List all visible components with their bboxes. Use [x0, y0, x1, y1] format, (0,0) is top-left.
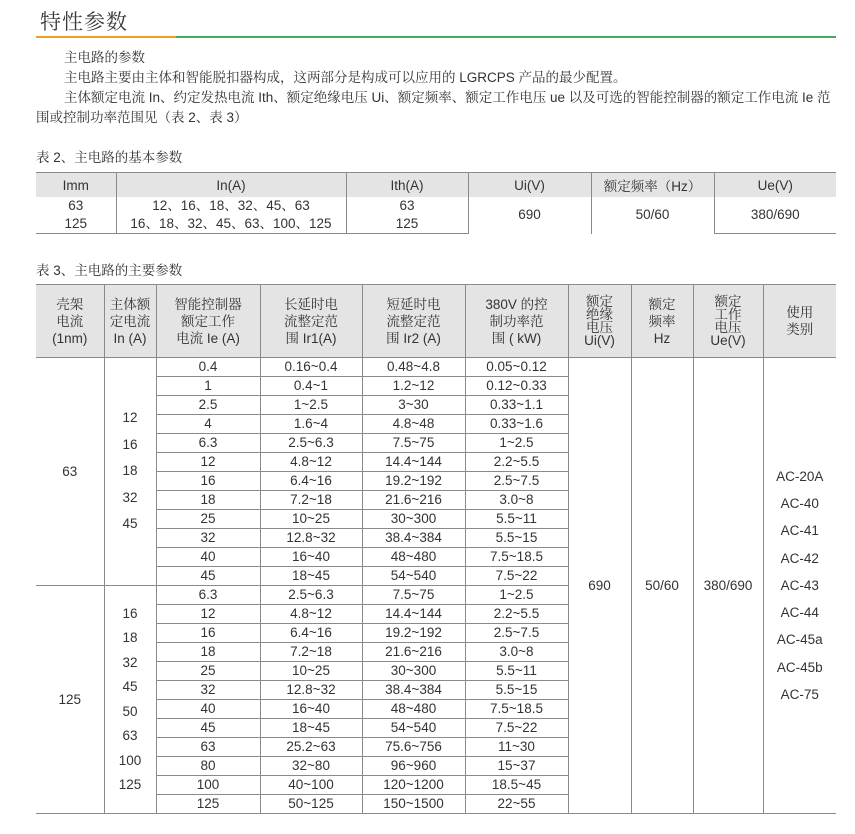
cell-power: 7.5~18.5 — [465, 548, 568, 567]
cell-ie: 16 — [156, 472, 260, 491]
cell-ir1: 7.2~18 — [260, 491, 362, 510]
basic-parameters-table — [36, 172, 836, 234]
cell-ie: 40 — [156, 700, 260, 719]
cell-power: 2.2~5.5 — [465, 605, 568, 624]
cell-ui: 690 — [568, 358, 631, 814]
cell-ie: 18 — [156, 643, 260, 662]
cell-ir2: 19.2~192 — [362, 624, 465, 643]
cell-ie: 125 — [156, 795, 260, 814]
cell-ir1: 4.8~12 — [260, 605, 362, 624]
cell-ir2: 54~540 — [362, 567, 465, 586]
header-insulation-voltage: 额定 绝缘 电压 Ui(V) — [568, 285, 631, 358]
cell-ith: 125 — [346, 215, 468, 234]
table-row — [36, 197, 836, 215]
cell-ir2: 7.5~75 — [362, 434, 465, 453]
table-header-row — [36, 173, 836, 198]
list-item: AC-75 — [780, 687, 819, 703]
header-operating-voltage: 额定 工作 电压 Ue(V) — [693, 285, 763, 358]
cell-power: 7.5~18.5 — [465, 700, 568, 719]
cell-ir1: 6.4~16 — [260, 472, 362, 491]
cell-ir2: 30~300 — [362, 662, 465, 681]
column-header: Ith(A) — [346, 173, 468, 198]
list-item: 12 — [122, 410, 138, 426]
cell-rated-current-63 — [104, 358, 156, 586]
cell-ir2: 4.8~48 — [362, 415, 465, 434]
list-item: AC-44 — [780, 605, 819, 621]
cell-ie: 32 — [156, 681, 260, 700]
cell-ir2: 21.6~216 — [362, 491, 465, 510]
cell-ie: 18 — [156, 491, 260, 510]
cell-ie: 1 — [156, 377, 260, 396]
main-parameters-table — [36, 284, 836, 814]
cell-frequency: 50/60 — [591, 197, 714, 234]
cell-ir1: 12.8~32 — [260, 529, 362, 548]
cell-ir1: 18~45 — [260, 719, 362, 738]
cell-ir2: 96~960 — [362, 757, 465, 776]
cell-ir2: 38.4~384 — [362, 681, 465, 700]
cell-ir2: 75.6~756 — [362, 738, 465, 757]
cell-power: 0.12~0.33 — [465, 377, 568, 396]
cell-power: 3.0~8 — [465, 643, 568, 662]
list-item: AC-43 — [780, 577, 819, 593]
cell-categories — [763, 358, 836, 814]
list-item: 45 — [122, 679, 138, 694]
cell-rated-current-63-list — [105, 405, 156, 538]
cell-power: 0.05~0.12 — [465, 358, 568, 377]
intro-paragraph: 主电路主要由主体和智能脱扣器构成，这两部分是构成可以应用的 LGRCPS 产品的最少配置。 — [64, 70, 627, 85]
cell-ir2: 21.6~216 — [362, 643, 465, 662]
cell-ir1: 16~40 — [260, 548, 362, 567]
cell-power: 0.33~1.1 — [465, 396, 568, 415]
cell-rated-current-125-list — [105, 602, 156, 798]
cell-ie: 80 — [156, 757, 260, 776]
cell-ir2: 38.4~384 — [362, 529, 465, 548]
cell-ie: 25 — [156, 662, 260, 681]
cell-ir2: 0.48~4.8 — [362, 358, 465, 377]
header-control-power: 380V 的控 制功率范 围 ( kW) — [465, 285, 568, 358]
cell-ir1: 0.16~0.4 — [260, 358, 362, 377]
cell-power: 5.5~15 — [465, 529, 568, 548]
cell-ie: 45 — [156, 567, 260, 586]
cell-power: 3.0~8 — [465, 491, 568, 510]
list-item: AC-20A — [776, 468, 824, 484]
cell-power: 1~2.5 — [465, 434, 568, 453]
cell-ie: 40 — [156, 548, 260, 567]
cell-frame-125: 125 — [36, 586, 104, 814]
cell-power: 1~2.5 — [465, 586, 568, 605]
cell-power: 15~37 — [465, 757, 568, 776]
list-item: AC-45b — [776, 659, 823, 675]
cell-rated-current-125 — [104, 586, 156, 814]
cell-ie: 32 — [156, 529, 260, 548]
cell-ir2: 14.4~144 — [362, 453, 465, 472]
cell-power: 5.5~15 — [465, 681, 568, 700]
title-divider-accent — [36, 36, 176, 38]
header-rated-current: 主体额 定电流 In (A) — [104, 285, 156, 358]
list-item: 32 — [122, 489, 138, 505]
cell-ie: 0.4 — [156, 358, 260, 377]
cell-ir1: 1~2.5 — [260, 396, 362, 415]
cell-power: 5.5~11 — [465, 510, 568, 529]
list-item: 50 — [122, 703, 138, 719]
cell-ue: 380/690 — [714, 197, 836, 234]
cell-power: 7.5~22 — [465, 719, 568, 738]
column-header: Ue(V) — [714, 173, 836, 198]
cell-imm: 125 — [36, 215, 116, 234]
cell-ie: 100 — [156, 776, 260, 795]
list-item: 100 — [118, 752, 142, 768]
header-long-delay-range: 长延时电 流整定范 围 Ir1(A) — [260, 285, 362, 358]
list-item: AC-40 — [780, 495, 819, 511]
cell-power: 2.5~7.5 — [465, 472, 568, 491]
cell-ir1: 12.8~32 — [260, 681, 362, 700]
table3-caption: 表 3、主电路的主要参数 — [36, 263, 183, 278]
cell-ir1: 6.4~16 — [260, 624, 362, 643]
cell-in: 16、18、32、45、63、100、125 — [116, 215, 346, 234]
column-header: Ui(V) — [468, 173, 591, 198]
cell-power: 11~30 — [465, 738, 568, 757]
page-title: 特性参数 — [40, 11, 128, 34]
cell-ir1: 10~25 — [260, 510, 362, 529]
cell-power: 2.2~5.5 — [465, 453, 568, 472]
cell-ui: 690 — [468, 197, 591, 234]
cell-ir2: 48~480 — [362, 548, 465, 567]
cell-ie: 45 — [156, 719, 260, 738]
cell-categories-list — [764, 463, 837, 709]
cell-ir2: 120~1200 — [362, 776, 465, 795]
table-header-row — [36, 285, 836, 358]
cell-ir1: 16~40 — [260, 700, 362, 719]
cell-power: 7.5~22 — [465, 567, 568, 586]
list-item: 63 — [122, 728, 138, 743]
list-item: 45 — [122, 516, 138, 532]
cell-ir2: 30~300 — [362, 510, 465, 529]
cell-ir2: 19.2~192 — [362, 472, 465, 491]
cell-ir2: 1.2~12 — [362, 377, 465, 396]
cell-ie: 25 — [156, 510, 260, 529]
cell-ir1: 25.2~63 — [260, 738, 362, 757]
cell-power: 0.33~1.6 — [465, 415, 568, 434]
list-item: 16 — [122, 605, 138, 621]
cell-ie: 4 — [156, 415, 260, 434]
header-controller-current: 智能控制器 额定工作 电流 Ie (A) — [156, 285, 260, 358]
column-header: Imm — [36, 173, 116, 198]
cell-ir1: 2.5~6.3 — [260, 434, 362, 453]
column-header: 额定频率（Hz） — [591, 173, 714, 198]
cell-ir2: 14.4~144 — [362, 605, 465, 624]
cell-ir1: 0.4~1 — [260, 377, 362, 396]
column-header: In(A) — [116, 173, 346, 198]
cell-ir1: 32~80 — [260, 757, 362, 776]
cell-ir1: 1.6~4 — [260, 415, 362, 434]
cell-ir1: 2.5~6.3 — [260, 586, 362, 605]
cell-ue: 380/690 — [693, 358, 763, 814]
cell-ie: 2.5 — [156, 396, 260, 415]
intro-heading: 主电路的参数 — [64, 50, 145, 65]
header-frequency: 额定 频率 Hz — [631, 285, 693, 358]
cell-power: 22~55 — [465, 795, 568, 814]
list-item: 18 — [122, 463, 138, 479]
header-short-delay-range: 短延时电 流整定范 围 Ir2 (A) — [362, 285, 465, 358]
cell-frequency: 50/60 — [631, 358, 693, 814]
cell-ir1: 18~45 — [260, 567, 362, 586]
table-row — [36, 358, 836, 377]
cell-ie: 63 — [156, 738, 260, 757]
cell-imm: 63 — [68, 198, 84, 213]
cell-frame-63: 63 — [36, 358, 104, 586]
cell-ir1: 10~25 — [260, 662, 362, 681]
cell-ir1: 7.2~18 — [260, 643, 362, 662]
cell-ir2: 3~30 — [362, 396, 465, 415]
header-frame-current: 壳架 电流 (1nm) — [36, 285, 104, 358]
cell-ie: 6.3 — [156, 586, 260, 605]
cell-ir2: 150~1500 — [362, 795, 465, 814]
cell-ir1: 4.8~12 — [260, 453, 362, 472]
cell-in: 12、16、18、32、45、63 — [116, 197, 346, 215]
list-item: 32 — [122, 654, 138, 670]
list-item: AC-42 — [780, 550, 819, 566]
cell-ir1: 40~100 — [260, 776, 362, 795]
intro-section — [36, 48, 836, 128]
table2-caption: 表 2、主电路的基本参数 — [36, 150, 183, 165]
cell-ie: 6.3 — [156, 434, 260, 453]
list-item: 125 — [118, 777, 142, 792]
cell-ir2: 54~540 — [362, 719, 465, 738]
cell-power: 18.5~45 — [465, 776, 568, 795]
cell-power: 5.5~11 — [465, 662, 568, 681]
cell-ith: 63 — [346, 197, 468, 215]
intro-paragraph: 主体额定电流 In、约定发热电流 Ith、额定绝缘电压 Ui、额定频率、额定工作电压 ue 以及可选的智能控制器的额定工作电流 Ie 范围或控制功率范围见（表 2、表 3） — [36, 90, 831, 125]
cell-ir2: 48~480 — [362, 700, 465, 719]
list-item: 18 — [122, 630, 138, 645]
cell-ie: 12 — [156, 605, 260, 624]
cell-ir1: 50~125 — [260, 795, 362, 814]
header-utilization-category: 使用 类别 — [763, 285, 836, 358]
cell-ie: 12 — [156, 453, 260, 472]
list-item: AC-45a — [776, 632, 823, 648]
cell-power: 2.5~7.5 — [465, 624, 568, 643]
cell-ir2: 7.5~75 — [362, 586, 465, 605]
list-item: 16 — [122, 436, 138, 452]
list-item: AC-41 — [780, 523, 819, 539]
cell-ie: 16 — [156, 624, 260, 643]
